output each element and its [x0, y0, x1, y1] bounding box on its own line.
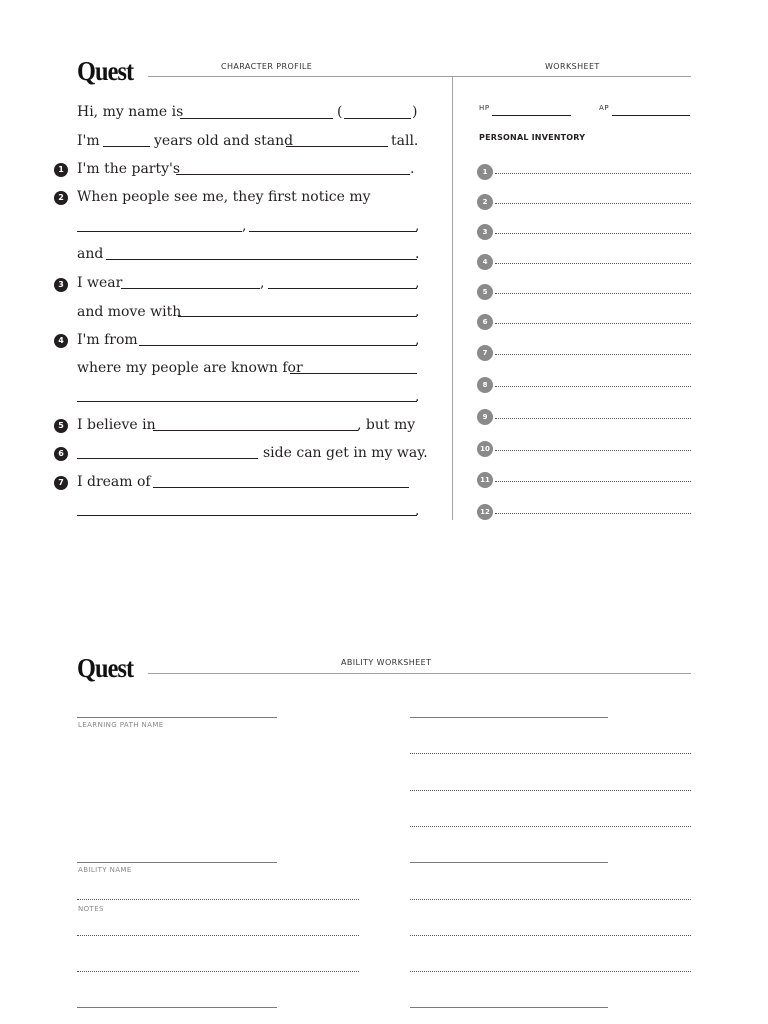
right-title-line-2[interactable]: [410, 862, 608, 863]
learning-path-name-label: LEARNING PATH NAME: [78, 721, 164, 729]
text-period-3: .: [415, 304, 420, 320]
inventory-line-8[interactable]: [495, 386, 691, 387]
inventory-line-5[interactable]: [495, 293, 691, 294]
right-dotted-line-3[interactable]: [410, 826, 691, 827]
dream-blank-1[interactable]: [153, 487, 409, 488]
inventory-number-8: 8: [477, 377, 493, 393]
pronoun-blank[interactable]: [344, 118, 411, 119]
text-years-old: years old and stand: [154, 133, 294, 149]
left-bottom-line[interactable]: [77, 1007, 277, 1008]
ap-label: AP: [599, 104, 610, 112]
text-and: and: [77, 246, 104, 262]
side-blank[interactable]: [77, 458, 258, 459]
text-comma-1: ,: [242, 218, 247, 234]
personal-inventory-title: PERSONAL INVENTORY: [479, 133, 586, 142]
age-blank[interactable]: [103, 146, 150, 147]
inventory-number-2: 2: [477, 194, 493, 210]
right-dotted-line-6[interactable]: [410, 971, 691, 972]
inventory-line-2[interactable]: [495, 203, 691, 204]
inventory-number-6: 6: [477, 314, 493, 330]
right-dotted-line-2[interactable]: [410, 790, 691, 791]
text-hi-name: Hi, my name is: [77, 104, 184, 120]
text-move-with: and move with: [77, 304, 182, 320]
quest-logo-2: Quest: [77, 653, 134, 683]
text-party: I'm the party's: [77, 161, 181, 177]
notice-blank-2[interactable]: [249, 231, 417, 232]
name-blank[interactable]: [180, 118, 333, 119]
party-role-blank[interactable]: [176, 174, 410, 175]
inventory-number-11: 11: [477, 472, 493, 488]
inventory-number-5: 5: [477, 284, 493, 300]
character-profile-header: CHARACTER PROFILE: [221, 62, 313, 71]
inventory-line-12[interactable]: [495, 513, 691, 514]
text-period-1: .: [410, 161, 415, 177]
ability-separator-dotted: [77, 899, 359, 900]
text-comma-2: ,: [415, 218, 420, 234]
text-side: side can get in my way.: [263, 445, 428, 461]
text-period-2: .: [415, 246, 420, 262]
ability-worksheet-header: ABILITY WORKSHEET: [341, 658, 432, 667]
right-title-line-1[interactable]: [410, 717, 608, 718]
hp-blank[interactable]: [492, 115, 571, 116]
believe-blank[interactable]: [153, 430, 358, 431]
move-with-blank[interactable]: [178, 316, 417, 317]
step-number-3: 3: [54, 278, 68, 292]
inventory-line-9[interactable]: [495, 418, 691, 419]
step-number-6: 6: [54, 447, 68, 461]
inventory-line-11[interactable]: [495, 481, 691, 482]
text-notice: When people see me, they first notice my: [77, 189, 371, 205]
known-for-blank-1[interactable]: [290, 373, 417, 374]
inventory-line-7[interactable]: [495, 354, 691, 355]
wear-blank-2[interactable]: [268, 288, 417, 289]
inventory-line-4[interactable]: [495, 263, 691, 264]
text-but-my: , but my: [357, 417, 416, 433]
inventory-number-10: 10: [477, 441, 493, 457]
text-believe: I believe in: [77, 417, 156, 433]
text-period-5: .: [415, 503, 420, 519]
worksheet-header: WORKSHEET: [545, 62, 600, 71]
header-rule: [148, 76, 691, 77]
inventory-number-7: 7: [477, 345, 493, 361]
right-dotted-line-5[interactable]: [410, 935, 691, 936]
homeland-blank[interactable]: [139, 345, 417, 346]
height-blank[interactable]: [286, 146, 388, 147]
text-tall: tall.: [391, 133, 419, 149]
step-number-5: 5: [54, 419, 68, 433]
wear-blank-1[interactable]: [121, 288, 260, 289]
inventory-number-9: 9: [477, 409, 493, 425]
text-paren-open: (: [337, 104, 343, 120]
notes-label: NOTES: [78, 905, 104, 913]
notes-line-2[interactable]: [77, 971, 359, 972]
notes-line-1[interactable]: [77, 935, 359, 936]
inventory-line-10[interactable]: [495, 450, 691, 451]
step-number-4: 4: [54, 334, 68, 348]
inventory-number-4: 4: [477, 254, 493, 270]
step-number-2: 2: [54, 191, 68, 205]
ability-name-label: ABILITY NAME: [78, 866, 132, 874]
notice-blank-3[interactable]: [106, 259, 417, 260]
text-dream: I dream of: [77, 474, 151, 490]
text-paren-close: ): [412, 104, 418, 120]
ability-header-rule: [148, 673, 691, 674]
right-title-line-3[interactable]: [410, 1007, 608, 1008]
ap-blank[interactable]: [612, 115, 690, 116]
inventory-number-3: 3: [477, 224, 493, 240]
notice-blank-1[interactable]: [77, 231, 242, 232]
text-comma-4: ,: [415, 275, 420, 291]
right-dotted-line-4[interactable]: [410, 899, 691, 900]
learning-path-name-line[interactable]: [77, 717, 277, 718]
text-from: I'm from: [77, 332, 138, 348]
step-number-1: 1: [54, 163, 68, 177]
text-comma-3: ,: [260, 275, 265, 291]
inventory-line-6[interactable]: [495, 323, 691, 324]
step-number-7: 7: [54, 476, 68, 490]
column-divider: [452, 76, 453, 520]
inventory-number-1: 1: [477, 164, 493, 180]
known-for-blank-2[interactable]: [77, 401, 417, 402]
text-comma-5: ,: [415, 332, 420, 348]
text-i-wear: I wear: [77, 275, 123, 291]
hp-label: HP: [479, 104, 490, 112]
text-period-4: .: [415, 389, 420, 405]
inventory-line-1[interactable]: [495, 173, 691, 174]
right-dotted-line-1[interactable]: [410, 753, 691, 754]
inventory-number-12: 12: [477, 504, 493, 520]
dream-blank-2[interactable]: [77, 515, 417, 516]
text-im: I'm: [77, 133, 100, 149]
text-known-for: where my people are known for: [77, 360, 303, 376]
quest-logo: Quest: [77, 56, 134, 86]
inventory-line-3[interactable]: [495, 233, 691, 234]
ability-name-line[interactable]: [77, 862, 277, 863]
